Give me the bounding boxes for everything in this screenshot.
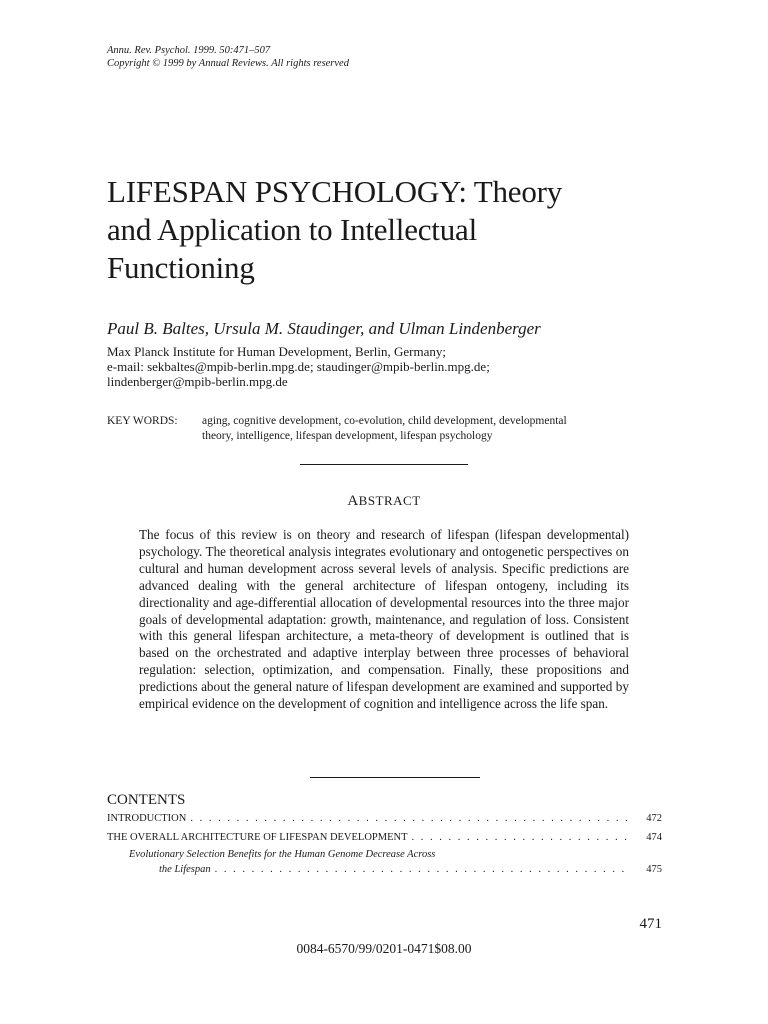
keywords-line-1: aging, cognitive development, co-evolution, child development, developmental [202, 415, 567, 427]
title-line-2: and Application to Intellectual [107, 212, 477, 247]
keywords-text [202, 414, 662, 444]
title-line-3: Functioning [107, 250, 255, 285]
toc-entry-architecture[interactable] [107, 831, 662, 845]
table-of-contents [107, 812, 662, 882]
title-line-1: LIFESPAN PSYCHOLOGY: Theory [107, 174, 563, 209]
keywords-line-2: theory, intelligence, lifespan development, lifespan psychology [202, 430, 493, 442]
affiliation-line-2: e-mail: sekbaltes@mpib-berlin.mpg.de; staudinger@mpib-berlin.mpg.de; [107, 359, 490, 374]
page-number: 471 [639, 916, 662, 932]
citation: Annu. Rev. Psychol. 1999. 50:471–507 [107, 45, 271, 56]
abstract-heading [0, 493, 768, 509]
abstract-text: The focus of this review is on theory and research of lifespan (lifespan developmental) psychology. The theoretical analysis integrates evolutionary and ontogenetic perspectives on cultural and human development across several levels of analysis. Specific predictions are advanced dealing with the general architecture of lifespan ontogeny, including its directionality and age-differential allocation of developmental resources into the three major goals of developmental adaptation: growth, maintenance, and regulation of loss. Consistent with this general lifespan architecture, a meta-theory of development is outlined that is based on the orchestrated and adaptive interplay between three processes of behavioral regulation: selection, optimization, and compensation. Finally, these propositions and predictions about the general nature of lifespan development are examined and supported by empirical evidence on the development of cognition and intelligence across the life span. [139, 527, 629, 712]
toc-subentry-evolutionary[interactable] [159, 863, 662, 877]
toc-leader-dots [215, 863, 630, 877]
abstract-heading-initial: A [347, 493, 359, 509]
keywords-label: KEY WORDS: [107, 415, 178, 427]
divider-rule-top [300, 464, 468, 465]
abstract-heading-rest: BSTRACT [358, 493, 421, 508]
copyright: Copyright © 1999 by Annual Reviews. All rights reserved [107, 58, 349, 69]
authors: Paul B. Baltes, Ursula M. Staudinger, and Ulman Lindenberger [107, 319, 541, 338]
toc-entry-label: INTRODUCTION [107, 813, 187, 824]
toc-entry-page: 474 [646, 832, 662, 843]
toc-entry-introduction[interactable] [107, 812, 662, 826]
article-title [107, 173, 687, 287]
toc-entry-page: 472 [646, 813, 662, 824]
contents-heading: CONTENTS [107, 792, 186, 808]
toc-leader-dots [190, 812, 630, 826]
toc-entry-label: THE OVERALL ARCHITECTURE OF LIFESPAN DEVELOPMENT [107, 832, 408, 843]
journal-header [107, 44, 349, 70]
toc-entry-label: the Lifespan [159, 864, 211, 875]
affiliation-line-1: Max Planck Institute for Human Development, Berlin, Germany; [107, 344, 447, 359]
divider-rule-bottom [310, 777, 480, 778]
toc-subentry-line-1[interactable]: Evolutionary Selection Benefits for the Human Genome Decrease Across [129, 849, 436, 860]
footer-code: 0084-6570/99/0201-0471$08.00 [296, 941, 472, 956]
affiliation [107, 344, 687, 389]
toc-entry-page: 475 [646, 864, 662, 875]
affiliation-line-3: lindenberger@mpib-berlin.mpg.de [107, 374, 288, 389]
toc-leader-dots [412, 831, 630, 845]
